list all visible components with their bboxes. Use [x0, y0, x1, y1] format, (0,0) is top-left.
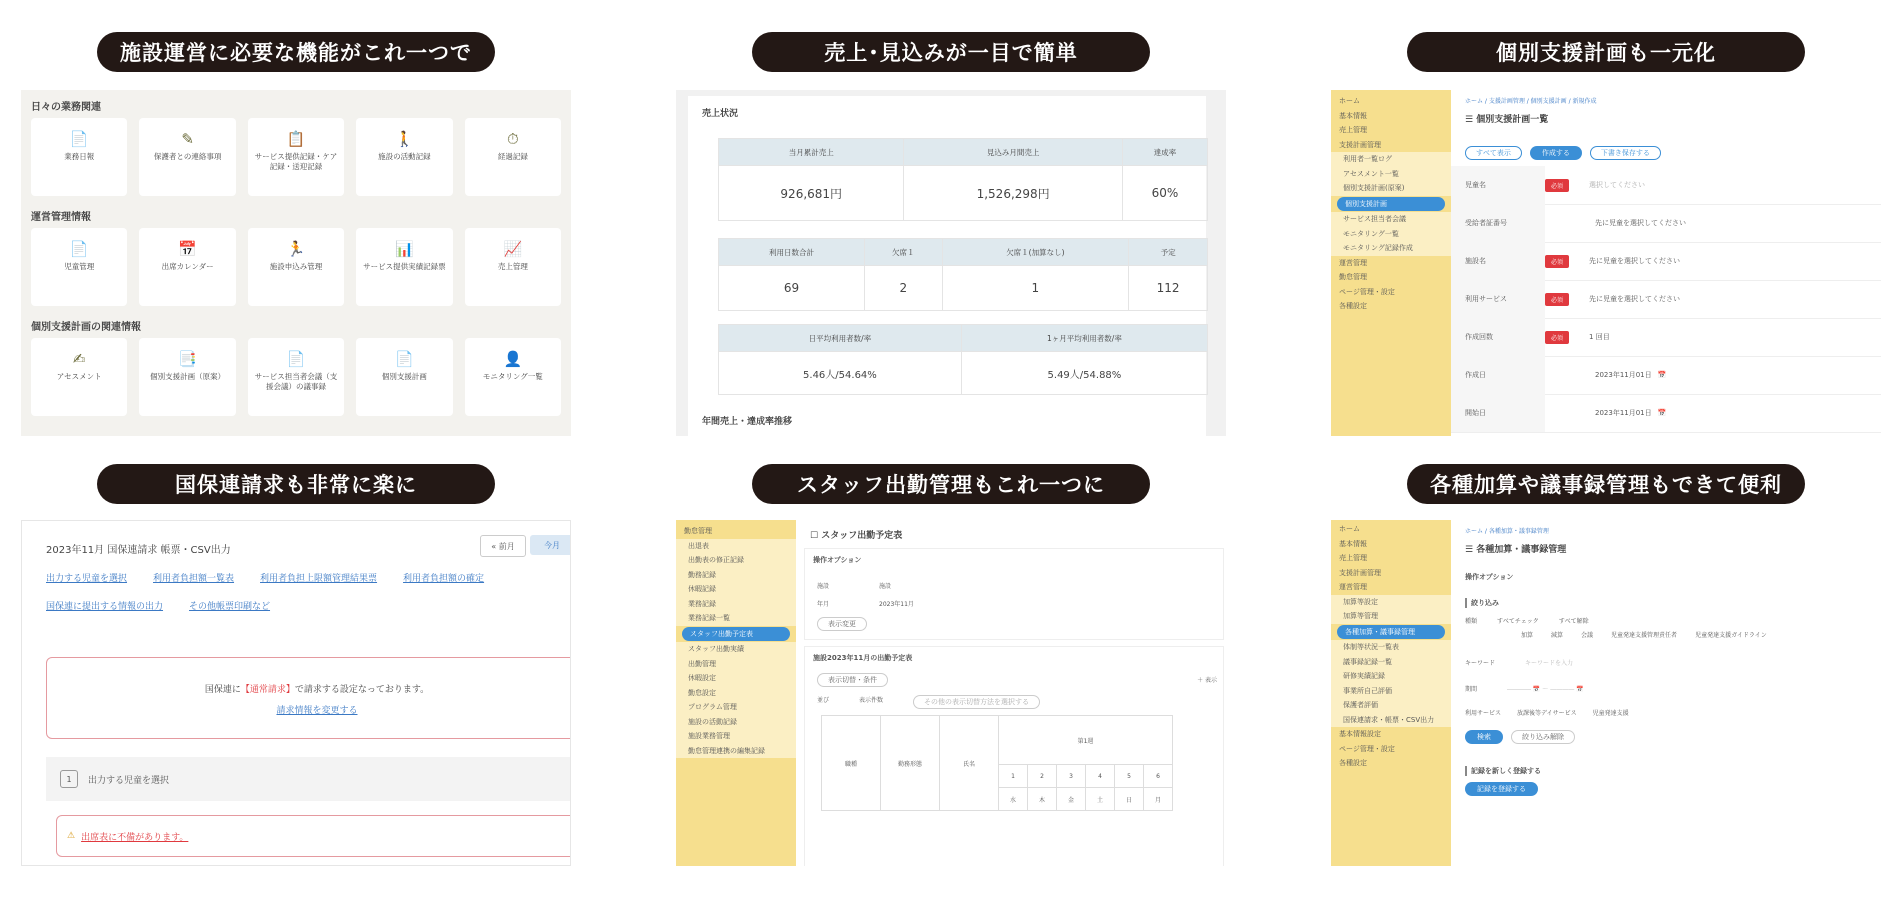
sidebar-item[interactable]: 基本情報設定: [1339, 730, 1381, 738]
billing-screenshot: [21, 520, 571, 866]
prev-month-button[interactable]: « 前月: [480, 535, 526, 557]
card-service-record[interactable]: 📋 サービス提供記録・ケア記録・送迎記録: [248, 118, 344, 196]
sidebar-item[interactable]: 国保連請求・帳票・CSV出力: [1331, 713, 1451, 728]
sales-table: [718, 138, 1208, 221]
walk-icon: 🚶: [395, 130, 414, 148]
trend-icon: 📈: [503, 240, 523, 258]
value-cell: 112: [1129, 266, 1208, 311]
sidebar-item[interactable]: ホーム: [1339, 525, 1360, 533]
sidebar-item[interactable]: ページ管理・設定: [1339, 287, 1395, 296]
sidebar-item[interactable]: 施設業務管理: [676, 729, 796, 744]
run-icon: 🏃: [286, 240, 306, 258]
required-badge: 必須: [1545, 255, 1569, 268]
calendar-icon[interactable]: 📅: [1657, 409, 1667, 417]
card-meeting-minutes[interactable]: 📄 サービス担当者会議（支援会議）の議事録: [248, 338, 344, 416]
show-change-button[interactable]: 表示変更: [817, 617, 867, 631]
shift-table: 職種 勤務形態 氏名 第1週 1 2 3 4 5 6 水 木 金 土 日 月: [821, 715, 1173, 811]
card-assessment[interactable]: ✍ アセスメント: [31, 338, 127, 416]
header-cell: 当月累計売上: [719, 139, 904, 166]
sidebar-item[interactable]: 勤務記録: [676, 568, 796, 583]
sidebar-item[interactable]: 出勤管理: [676, 657, 796, 672]
breadcrumb: ホーム / 各種加算・議事録管理: [1465, 528, 1549, 535]
header-cell: 欠席１: [865, 239, 943, 266]
panel-title: スタッフ出勤管理もこれ一つに: [752, 464, 1150, 504]
uncheck-all-button[interactable]: すべて解除: [1558, 618, 1589, 625]
sidebar-item[interactable]: 個別支援計画(原案): [1331, 181, 1451, 196]
header-cell: 日平均利用者数/率: [719, 325, 962, 352]
card-sales-management[interactable]: 📈 売上管理: [465, 228, 561, 306]
step-number: 1: [60, 770, 78, 788]
header-cell: 達成率: [1122, 139, 1207, 166]
sidebar-item[interactable]: 基本情報: [1339, 539, 1367, 548]
kind-checkbox[interactable]: 児童発達支援管理責任者: [1611, 632, 1678, 639]
sidebar-item[interactable]: 施設の活動記録: [676, 715, 796, 730]
recipient-no-value: 先に児童を選択してください: [1595, 219, 1686, 227]
sales-title: 売上状況: [702, 109, 739, 119]
required-badge: 必須: [1545, 179, 1569, 192]
document-icon: 📄: [395, 350, 414, 368]
sidebar-item[interactable]: 運営管理: [1339, 583, 1367, 591]
section-label: 日々の業務関連: [31, 102, 101, 113]
header-cell: 勤務形態: [881, 716, 940, 811]
sidebar-item-active[interactable]: 各種加算・議事録管理: [1337, 625, 1445, 640]
value-cell: 1: [942, 266, 1129, 311]
calendar-icon: 📅: [178, 240, 197, 258]
sidebar-item[interactable]: スタッフ出勤実績: [676, 642, 796, 657]
sidebar-item[interactable]: 各種設定: [1339, 759, 1367, 767]
count-input[interactable]: 1 回目: [1589, 333, 1610, 341]
register-record-button[interactable]: 記録を登録する: [1465, 782, 1538, 796]
link-burden-confirm[interactable]: 利用者負担額の確定: [403, 574, 485, 584]
value-cell: 1,526,298円: [904, 166, 1122, 221]
change-billing-link[interactable]: 請求情報を変更する: [276, 706, 358, 716]
sidebar: [1331, 520, 1451, 866]
panel-title: 各種加算や議事録管理もできて便利: [1407, 464, 1805, 504]
facility-screenshot: [21, 90, 571, 436]
card-support-plan[interactable]: 📄 個別支援計画: [356, 338, 452, 416]
card-monitoring-list[interactable]: 👤 モニタリング一覧: [465, 338, 561, 416]
link-other-print[interactable]: その他帳票印刷など: [189, 602, 271, 612]
billing-notice: 国保連に【通常請求】で請求する設定なっております。 請求情報を変更する: [46, 657, 571, 739]
kind-checkbox[interactable]: 児童発達支援ガイドライン: [1695, 632, 1767, 639]
add-display-button[interactable]: ＋ 表示: [1197, 677, 1217, 684]
sidebar-item[interactable]: 業務記録一覧: [676, 611, 796, 626]
kind-checkbox[interactable]: 会議: [1581, 632, 1594, 639]
sidebar-item[interactable]: ページ管理・設定: [1339, 744, 1395, 753]
week-header: 第1週: [999, 716, 1173, 765]
sidebar-item[interactable]: 運営管理: [1339, 258, 1367, 267]
card-plan-draft[interactable]: 📑 個別支援計画（原案）: [139, 338, 235, 416]
panel-title: 個別支援計画も一元化: [1407, 32, 1805, 72]
header-cell: 1ヶ月平均利用者数/率: [961, 325, 1207, 352]
link-export-data[interactable]: 国保連に提出する情報の出力: [46, 602, 164, 612]
link-burden-limit[interactable]: 利用者負担上限額管理結果票: [260, 574, 378, 584]
document-icon: 📄: [69, 130, 89, 148]
person-icon: 👤: [503, 350, 523, 368]
pen-icon: ✍: [72, 350, 86, 368]
kind-checkbox[interactable]: 加算: [1521, 632, 1534, 639]
document-icon: 📑: [178, 350, 197, 368]
required-badge: 必須: [1545, 331, 1569, 344]
start-date-input[interactable]: 2023年11月01日: [1595, 409, 1652, 417]
sidebar-item[interactable]: 業務記録: [676, 597, 796, 612]
staff-screenshot: 勤怠管理 出退表 出勤表の修正記録 勤務記録 休暇記録 業務記録 業務記録一覧 スタッフ出勤予定表 スタッフ出勤実績 出勤管理 休暇設定 勤怠設定 プログラム管理 施設の活動記録 施設業務管理 勤怠管理連携の編集記録 ☐ スタッフ出勤予定表 操作オプション 施設 施設 年月 2023年11月 表示変更 施設2023年11月の出勤予定表 表示切替・条件 ＋ 表示 並び 表示件数 その他の表示切替方法を選択する 職種 勤務形態 氏名 第1週 1 2 3 4 5 6 水 木 金 土 日 月: [676, 520, 1226, 866]
card-service-results[interactable]: 📊 サービス提供実績記録票: [356, 228, 452, 306]
clipboard-icon: 📋: [286, 130, 306, 148]
card-application-management[interactable]: 🏃 施設申込み管理: [248, 228, 344, 306]
breadcrumb: ホーム / 支援計画管理 / 個別支援計画 / 新規作成: [1465, 98, 1597, 105]
calendar-icon: ☐: [810, 531, 822, 541]
sidebar-item[interactable]: 休暇設定: [676, 671, 796, 686]
card-child-management[interactable]: 📄 児童管理: [31, 228, 127, 306]
clock-icon: ⏱: [506, 130, 519, 148]
warning-link[interactable]: 出席表に不備があります。: [81, 832, 189, 843]
plan-icon: ☰: [1465, 115, 1477, 125]
average-table: [718, 324, 1208, 395]
sidebar-item[interactable]: 議事録記録一覧: [1331, 655, 1451, 670]
tab-show-all[interactable]: すべて表示: [1465, 146, 1522, 160]
sidebar-item[interactable]: 勤怠管理: [684, 527, 712, 535]
warning-icon: ⚠: [67, 831, 76, 841]
chart-icon: 📊: [395, 240, 414, 258]
sidebar-item[interactable]: アセスメント一覧: [1331, 167, 1451, 182]
header-cell: 職種: [822, 716, 881, 811]
check-all-button[interactable]: すべてチェック: [1497, 618, 1539, 625]
sales-screenshot: [676, 90, 1226, 436]
sidebar-item[interactable]: 支援計画管理: [1339, 568, 1381, 577]
required-badge: 必須: [1545, 293, 1569, 306]
value-cell: 5.46人/54.64%: [719, 352, 962, 395]
form-row-start: 開始日 2023年11月01日 📅: [1451, 394, 1881, 433]
form-row-service: 利用サービス 必須 先に児童を選択してください: [1451, 280, 1881, 319]
keyword-input[interactable]: キーワードを入力: [1525, 660, 1574, 667]
service-value: 先に児童を選択してください: [1589, 295, 1681, 303]
sidebar-item[interactable]: プログラム管理: [676, 700, 796, 715]
panel-title: 施設運営に必要な機能がこれ一つで: [97, 32, 495, 72]
value-cell: 5.49人/54.88%: [961, 352, 1207, 395]
reset-button[interactable]: 絞り込み解除: [1511, 730, 1575, 744]
form-row-count: 作成回数 必須 1 回目: [1451, 318, 1881, 357]
sidebar-item[interactable]: 売上管理: [1339, 554, 1367, 562]
sidebar-item[interactable]: 売上管理: [1339, 126, 1367, 134]
link-burden-list[interactable]: 利用者負担額一覧表: [153, 574, 235, 584]
month-input[interactable]: 2023年11月: [879, 601, 914, 608]
sidebar-item[interactable]: モニタリング記録作成: [1331, 241, 1451, 256]
header-cell: 氏名: [940, 716, 999, 811]
sidebar-item-active[interactable]: スタッフ出勤予定表: [682, 627, 790, 642]
tab-draft[interactable]: 下書き保存する: [1590, 146, 1661, 160]
card-progress-record[interactable]: ⏱ 経過記録: [465, 118, 561, 196]
page-title: ☰ 各種加算・議事録管理: [1465, 545, 1567, 555]
pen-icon: ✎: [181, 130, 194, 148]
form-row-created: 作成日 2023年11月01日 📅: [1451, 356, 1881, 395]
sidebar-item-active[interactable]: 個別支援計画: [1337, 197, 1445, 212]
panel-title: 売上･見込みが一目で簡単: [752, 32, 1150, 72]
sidebar-item[interactable]: 休暇記録: [676, 582, 796, 597]
list-icon: ☰: [1465, 545, 1477, 555]
support-plan-screenshot: [1331, 90, 1881, 436]
form-row-recipient-no: 受給者証番号 先に児童を選択してください: [1451, 204, 1881, 243]
usage-table: [718, 238, 1208, 311]
document-icon: 📄: [286, 350, 306, 368]
sidebar-item[interactable]: 利用者一覧ログ: [1331, 152, 1451, 167]
sidebar: [676, 520, 796, 866]
value-cell: 60%: [1122, 166, 1207, 221]
sidebar-item[interactable]: 出退表: [676, 539, 796, 554]
current-month-button[interactable]: 今月: [530, 535, 571, 555]
sidebar-item[interactable]: 事業所自己評価: [1331, 684, 1451, 699]
form-row-child: 児童名 必須 選択してください: [1451, 166, 1881, 205]
section-label: 個別支援計画の関連情報: [31, 322, 141, 333]
kind-checkbox[interactable]: 減算: [1551, 632, 1564, 639]
facility-select[interactable]: 施設: [879, 583, 892, 590]
service-checkbox[interactable]: 児童発達支援: [1592, 710, 1629, 717]
filter-more-button[interactable]: その他の表示切替方法を選択する: [913, 695, 1040, 709]
sidebar-item[interactable]: 基本情報: [1339, 111, 1367, 120]
sidebar-item[interactable]: 出勤表の修正記録: [676, 553, 796, 568]
child-select[interactable]: 選択してください: [1589, 181, 1646, 189]
billing-title: 2023年11月 国保連請求 帳票・CSV出力: [46, 545, 231, 556]
sidebar-item[interactable]: 保護者評価: [1331, 698, 1451, 713]
value-cell: 2: [865, 266, 943, 311]
sidebar-item[interactable]: 勤怠管理連携の編集記録: [676, 744, 796, 759]
header-cell: 予定: [1129, 239, 1208, 266]
value-cell: 69: [719, 266, 865, 311]
sidebar-item[interactable]: 各種設定: [1339, 302, 1367, 310]
step-header: 1 出力する児童を選択: [46, 757, 571, 801]
sidebar-item[interactable]: 加算等設定: [1331, 595, 1451, 610]
sidebar-item[interactable]: 加算等管理: [1331, 609, 1451, 624]
form-row-facility: 施設名 必須 先に児童を選択してください: [1451, 242, 1881, 281]
annual-sales-title: 年間売上・達成率推移: [702, 417, 793, 427]
warning-box: [56, 815, 571, 857]
sidebar-item[interactable]: 勤怠管理: [1339, 273, 1367, 281]
link-select-child[interactable]: 出力する児童を選択: [46, 574, 128, 584]
page-title: ☐ スタッフ出勤予定表: [810, 531, 903, 541]
tab-create[interactable]: 作成する: [1530, 146, 1582, 160]
calendar-icon[interactable]: 📅: [1657, 371, 1667, 379]
service-checkbox[interactable]: 放課後等デイサービス: [1517, 710, 1577, 717]
period-input[interactable]: ―――― 📅 ～ ―――― 📅: [1507, 686, 1584, 693]
section-label: 運営管理情報: [31, 212, 91, 223]
sidebar: [1331, 90, 1451, 436]
sidebar-item[interactable]: 勤怠設定: [676, 686, 796, 701]
created-date-input[interactable]: 2023年11月01日: [1595, 371, 1652, 379]
sidebar-item[interactable]: 支援計画管理: [1339, 140, 1381, 149]
switch-button[interactable]: 表示切替・条件: [817, 673, 888, 687]
value-cell: 926,681円: [719, 166, 904, 221]
addition-screenshot: ホーム 基本情報 売上管理 支援計画管理 運営管理 加算等設定 加算等管理 各種加算・議事録管理 体制等状況一覧表 議事録記録一覧 研修実績記録 事業所自己評価 保護者評価 国保連請求・帳票・CSV出力 基本情報設定 ページ管理・設定 各種設定 ホーム / 各種加算・議事録管理 ☰ 各種加算・議事録管理 操作オプション 絞り込み 種類 すべてチェック すべて解除 加算 減算 会議 児童発達支援管理責任者 児童発達支援ガイドライン キーワード キーワードを入力 期間 ―――― 📅 ～ ―――― 📅 利用サービス 放課後等デイサービス 児童発達支援 検索 絞り込み解除 記録を新しく登録する 記録を登録する: [1331, 520, 1881, 866]
tab-bar: [1465, 146, 1661, 160]
card-activity-record[interactable]: 🚶 施設の活動記録: [356, 118, 452, 196]
card-parent-notes[interactable]: ✎ 保護者との連絡事項: [139, 118, 235, 196]
sidebar-item[interactable]: 研修実績記録: [1331, 669, 1451, 684]
card-daily-report[interactable]: 📄 業務日報: [31, 118, 127, 196]
sidebar-item[interactable]: サービス担当者会議: [1331, 212, 1451, 227]
sidebar-item[interactable]: ホーム: [1339, 97, 1360, 105]
sidebar-item[interactable]: 体制等状況一覧表: [1331, 640, 1451, 655]
search-button[interactable]: 検索: [1465, 730, 1503, 744]
panel-title: 国保連請求も非常に楽に: [97, 464, 495, 504]
sidebar-item[interactable]: モニタリング一覧: [1331, 227, 1451, 242]
header-cell: 欠席１(加算なし): [942, 239, 1129, 266]
header-cell: 見込み月間売上: [904, 139, 1122, 166]
card-attendance-calendar[interactable]: 📅 出席カレンダー: [139, 228, 235, 306]
facility-value: 先に児童を選択してください: [1589, 257, 1681, 265]
page-title: ☰ 個別支援計画一覧: [1465, 115, 1549, 125]
document-icon: 📄: [69, 240, 89, 258]
header-cell: 利用日数合計: [719, 239, 865, 266]
